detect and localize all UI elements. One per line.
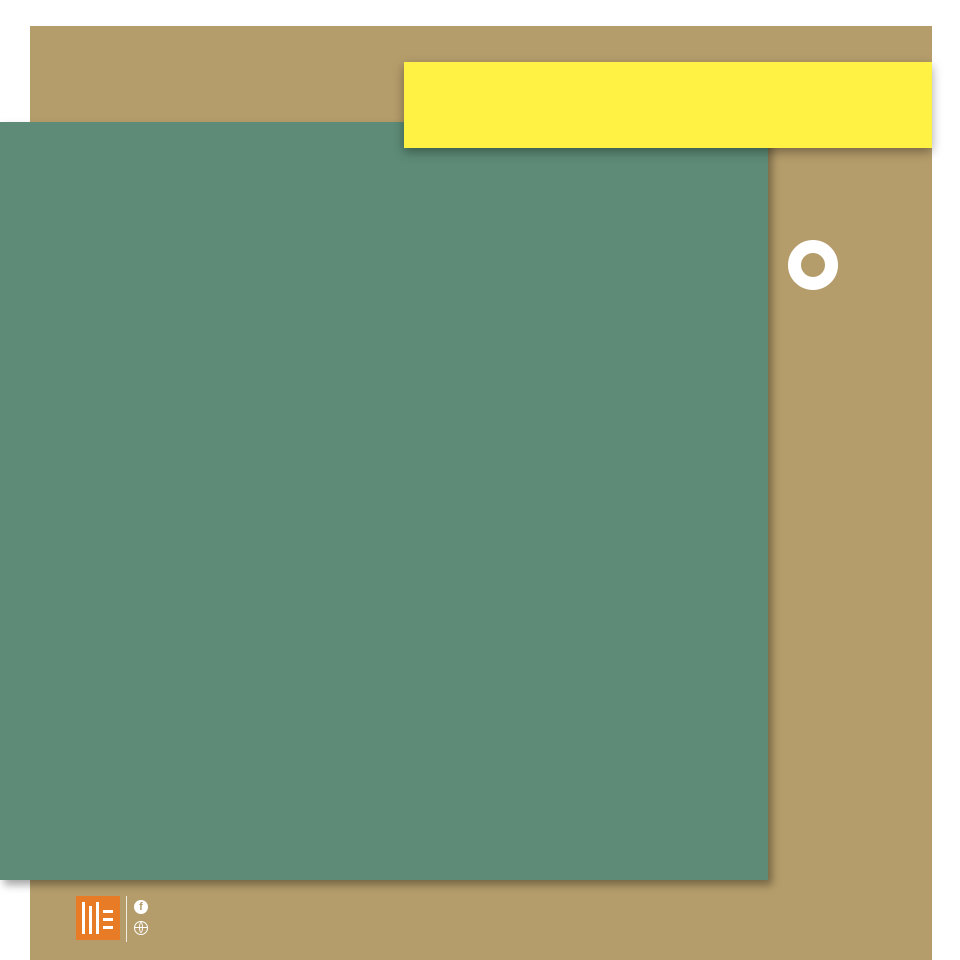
- content-panel: [0, 122, 768, 880]
- ring-decoration-icon: [788, 240, 838, 290]
- events-list: [118, 250, 738, 298]
- dot-grid-decoration: [784, 634, 904, 864]
- facebook-icon: f: [134, 900, 148, 914]
- date-banner: [404, 62, 932, 148]
- footer-divider: [126, 896, 127, 942]
- facebook-link[interactable]: [134, 900, 156, 914]
- org-logo-icon: [76, 896, 120, 940]
- top-dot-row: [100, 77, 400, 89]
- website-link[interactable]: [134, 921, 156, 935]
- globe-icon: [134, 921, 148, 935]
